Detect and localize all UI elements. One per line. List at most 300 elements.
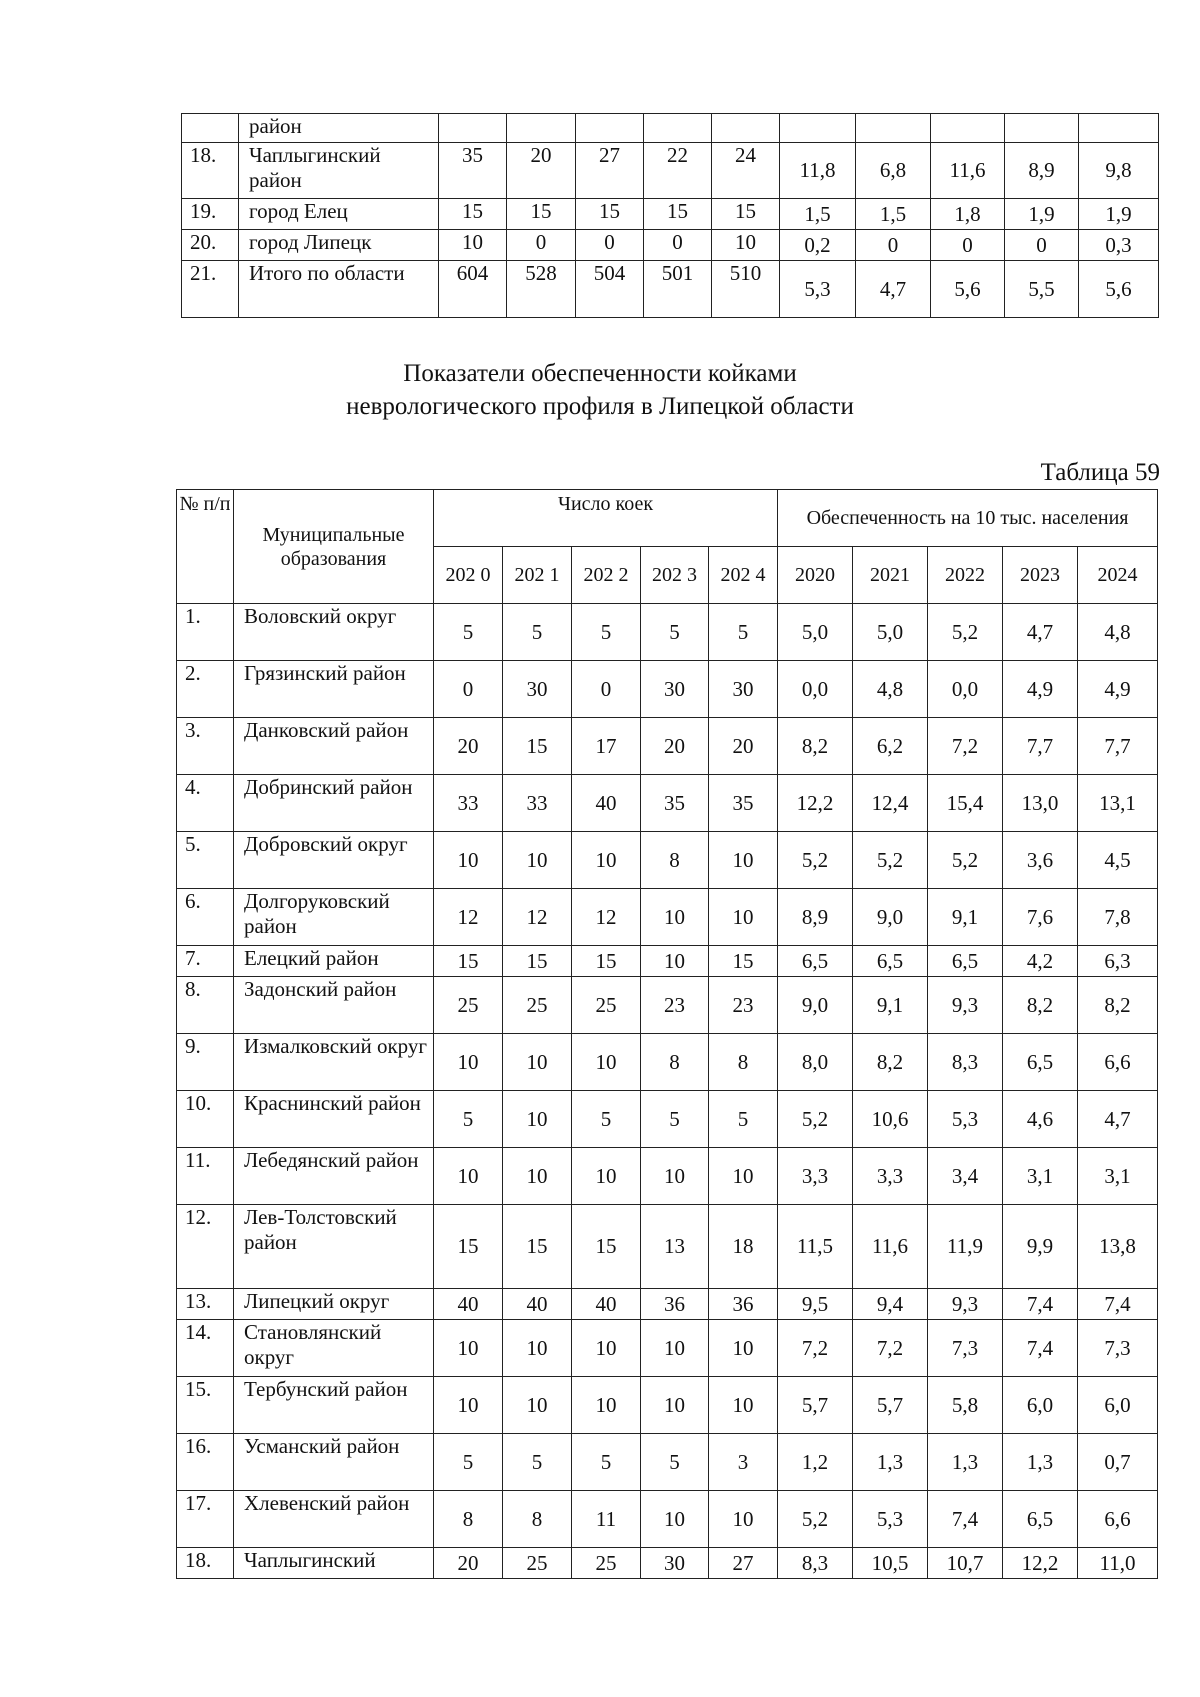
provision-cell: 4,6 xyxy=(1003,1091,1078,1148)
bed-count-cell: 8 xyxy=(709,1034,778,1091)
provision-cell: 11,9 xyxy=(928,1205,1003,1289)
bed-count-cell: 5 xyxy=(434,604,503,661)
bed-count-cell: 8 xyxy=(503,1491,572,1548)
provision-cell: 5,7 xyxy=(778,1377,853,1434)
row-number: 5. xyxy=(177,832,234,889)
bed-count-cell: 11 xyxy=(572,1491,641,1548)
table-row xyxy=(177,661,1158,718)
bed-count-cell: 10 xyxy=(434,1148,503,1205)
row-number: 18. xyxy=(182,143,239,199)
value-cell: 22 xyxy=(644,143,712,199)
provision-cell: 7,7 xyxy=(1003,718,1078,775)
provision-cell: 4,9 xyxy=(1078,661,1158,718)
provision-cell: 15,4 xyxy=(928,775,1003,832)
municipality-name: Тербунский район xyxy=(234,1377,434,1434)
bed-count-cell: 40 xyxy=(572,1289,641,1320)
row-number: 15. xyxy=(177,1377,234,1434)
provision-cell: 12,2 xyxy=(1003,1548,1078,1579)
continuation-row xyxy=(182,261,1159,318)
bed-count-cell: 10 xyxy=(572,1148,641,1205)
value-cell xyxy=(644,114,712,143)
provision-cell: 0,0 xyxy=(778,661,853,718)
provision-cell: 5,0 xyxy=(853,604,928,661)
continuation-row xyxy=(182,114,1159,143)
value-cell: 10 xyxy=(439,230,507,261)
bed-count-cell: 10 xyxy=(709,1320,778,1377)
bed-count-cell: 10 xyxy=(709,1377,778,1434)
provision-cell: 6,6 xyxy=(1078,1034,1158,1091)
provision-cell: 8,2 xyxy=(1003,977,1078,1034)
provision-cell: 5,8 xyxy=(928,1377,1003,1434)
row-number: 13. xyxy=(177,1289,234,1320)
provision-cell: 8,0 xyxy=(778,1034,853,1091)
value-cell: 15 xyxy=(576,199,644,230)
table-body xyxy=(177,604,1158,1579)
provision-cell: 1,3 xyxy=(928,1434,1003,1491)
value-cell xyxy=(439,114,507,143)
bed-count-cell: 10 xyxy=(572,1320,641,1377)
value-cell: 0,3 xyxy=(1079,230,1159,261)
bed-count-cell: 8 xyxy=(434,1491,503,1548)
provision-cell: 10,7 xyxy=(928,1548,1003,1579)
municipality-name: Данковский район xyxy=(234,718,434,775)
row-number: 19. xyxy=(182,199,239,230)
bed-count-cell: 30 xyxy=(503,661,572,718)
bed-count-cell: 35 xyxy=(641,775,709,832)
provision-cell: 7,3 xyxy=(928,1320,1003,1377)
provision-cell: 8,9 xyxy=(778,889,853,946)
bed-count-cell: 30 xyxy=(641,661,709,718)
bed-count-cell: 10 xyxy=(572,832,641,889)
row-number: 7. xyxy=(177,946,234,977)
value-cell: 0 xyxy=(1005,230,1079,261)
row-number: 1. xyxy=(177,604,234,661)
header-provision: Обеспеченность на 10 тыс. населения xyxy=(778,490,1158,547)
provision-cell: 8,3 xyxy=(928,1034,1003,1091)
bed-count-cell: 20 xyxy=(709,718,778,775)
bed-count-cell: 10 xyxy=(503,1148,572,1205)
provision-cell: 3,1 xyxy=(1003,1148,1078,1205)
section-title-line-1: Показатели обеспеченности койками xyxy=(403,360,797,387)
bed-count-cell: 25 xyxy=(572,977,641,1034)
value-cell: 27 xyxy=(576,143,644,199)
bed-count-cell: 15 xyxy=(503,946,572,977)
header-year-beds: 202 1 xyxy=(503,547,572,604)
provision-cell: 5,2 xyxy=(778,1091,853,1148)
provision-cell: 9,4 xyxy=(853,1289,928,1320)
provision-cell: 13,8 xyxy=(1078,1205,1158,1289)
table-row xyxy=(177,1491,1158,1548)
provision-cell: 7,6 xyxy=(1003,889,1078,946)
municipality-name: Воловский округ xyxy=(234,604,434,661)
bed-count-cell: 10 xyxy=(641,1491,709,1548)
value-cell xyxy=(780,114,856,143)
header-year-beds: 202 0 xyxy=(434,547,503,604)
bed-count-cell: 15 xyxy=(434,1205,503,1289)
bed-count-cell: 10 xyxy=(641,1320,709,1377)
provision-cell: 7,8 xyxy=(1078,889,1158,946)
value-cell: 11,6 xyxy=(931,143,1005,199)
municipality-name: Измалковский округ xyxy=(234,1034,434,1091)
continuation-table-body xyxy=(182,114,1159,318)
provision-cell: 5,2 xyxy=(928,832,1003,889)
value-cell xyxy=(507,114,576,143)
municipality-name: Краснинский район xyxy=(234,1091,434,1148)
table-row xyxy=(177,889,1158,946)
provision-cell: 8,3 xyxy=(778,1548,853,1579)
table-row xyxy=(177,946,1158,977)
row-number: 3. xyxy=(177,718,234,775)
value-cell: 6,8 xyxy=(856,143,931,199)
table-row xyxy=(177,832,1158,889)
provision-cell: 12,4 xyxy=(853,775,928,832)
bed-count-cell: 10 xyxy=(709,889,778,946)
header-year-beds: 202 2 xyxy=(572,547,641,604)
provision-cell: 3,4 xyxy=(928,1148,1003,1205)
continuation-table xyxy=(181,113,1159,318)
continuation-row xyxy=(182,230,1159,261)
bed-count-cell: 30 xyxy=(641,1548,709,1579)
bed-count-cell: 10 xyxy=(709,1148,778,1205)
municipality-name: город Липецк xyxy=(239,230,439,261)
provision-cell: 9,3 xyxy=(928,1289,1003,1320)
provision-cell: 6,3 xyxy=(1078,946,1158,977)
row-number: 9. xyxy=(177,1034,234,1091)
bed-count-cell: 10 xyxy=(434,1320,503,1377)
provision-cell: 6,5 xyxy=(928,946,1003,977)
provision-cell: 1,2 xyxy=(778,1434,853,1491)
bed-count-cell: 36 xyxy=(641,1289,709,1320)
bed-count-cell: 18 xyxy=(709,1205,778,1289)
bed-count-cell: 35 xyxy=(709,775,778,832)
provision-cell: 0,7 xyxy=(1078,1434,1158,1491)
municipality-name: Чаплыгинский район xyxy=(239,143,439,199)
table-row xyxy=(177,1434,1158,1491)
row-number: 16. xyxy=(177,1434,234,1491)
municipality-name: Добринский район xyxy=(234,775,434,832)
bed-count-cell: 5 xyxy=(572,1434,641,1491)
bed-count-cell: 10 xyxy=(572,1377,641,1434)
provision-cell: 9,1 xyxy=(928,889,1003,946)
municipality-name: Становлянский округ xyxy=(234,1320,434,1377)
table-row xyxy=(177,1320,1158,1377)
bed-count-cell: 33 xyxy=(434,775,503,832)
provision-cell: 7,7 xyxy=(1078,718,1158,775)
row-number: 20. xyxy=(182,230,239,261)
value-cell xyxy=(931,114,1005,143)
provision-cell: 4,8 xyxy=(1078,604,1158,661)
row-number: 6. xyxy=(177,889,234,946)
provision-cell: 5,2 xyxy=(778,832,853,889)
bed-count-cell: 13 xyxy=(641,1205,709,1289)
provision-cell: 6,0 xyxy=(1078,1377,1158,1434)
provision-cell: 4,7 xyxy=(1003,604,1078,661)
bed-count-cell: 10 xyxy=(641,1148,709,1205)
provision-cell: 3,3 xyxy=(778,1148,853,1205)
municipality-name: Грязинский район xyxy=(234,661,434,718)
provision-cell: 9,9 xyxy=(1003,1205,1078,1289)
value-cell: 20 xyxy=(507,143,576,199)
value-cell: 35 xyxy=(439,143,507,199)
value-cell: 604 xyxy=(439,261,507,318)
bed-count-cell: 10 xyxy=(709,832,778,889)
municipality-name: Елецкий район xyxy=(234,946,434,977)
value-cell: 5,3 xyxy=(780,261,856,318)
bed-count-cell: 15 xyxy=(572,1205,641,1289)
bed-count-cell: 25 xyxy=(503,1548,572,1579)
bed-count-cell: 10 xyxy=(641,889,709,946)
provision-cell: 6,6 xyxy=(1078,1491,1158,1548)
municipality-name: Усманский район xyxy=(234,1434,434,1491)
provision-cell: 10,6 xyxy=(853,1091,928,1148)
provision-cell: 7,4 xyxy=(1003,1289,1078,1320)
row-number: 21. xyxy=(182,261,239,318)
table-header xyxy=(177,490,1158,604)
provision-cell: 5,0 xyxy=(778,604,853,661)
bed-count-cell: 5 xyxy=(503,1434,572,1491)
bed-count-cell: 40 xyxy=(572,775,641,832)
header-year-provision: 2024 xyxy=(1078,547,1158,604)
header-year-provision: 2020 xyxy=(778,547,853,604)
provision-cell: 7,4 xyxy=(1003,1320,1078,1377)
row-number xyxy=(182,114,239,143)
header-year-beds: 202 3 xyxy=(641,547,709,604)
provision-cell: 1,3 xyxy=(853,1434,928,1491)
header-year-provision: 2021 xyxy=(853,547,928,604)
bed-count-cell: 8 xyxy=(641,832,709,889)
provision-cell: 11,5 xyxy=(778,1205,853,1289)
provision-cell: 7,4 xyxy=(928,1491,1003,1548)
provision-cell: 9,3 xyxy=(928,977,1003,1034)
bed-count-cell: 12 xyxy=(503,889,572,946)
municipality-name: район xyxy=(239,114,439,143)
value-cell: 15 xyxy=(644,199,712,230)
provision-cell: 5,7 xyxy=(853,1377,928,1434)
section-title-line-2: неврологического профиля в Липецкой области xyxy=(346,393,854,420)
bed-count-cell: 10 xyxy=(503,832,572,889)
municipality-name: город Елец xyxy=(239,199,439,230)
bed-count-cell: 17 xyxy=(572,718,641,775)
table-row xyxy=(177,775,1158,832)
bed-count-cell: 5 xyxy=(572,1091,641,1148)
value-cell: 1,5 xyxy=(856,199,931,230)
bed-count-cell: 15 xyxy=(572,946,641,977)
bed-count-cell: 5 xyxy=(641,604,709,661)
bed-count-cell: 10 xyxy=(641,1377,709,1434)
bed-count-cell: 10 xyxy=(641,946,709,977)
bed-count-cell: 23 xyxy=(709,977,778,1034)
provision-cell: 11,6 xyxy=(853,1205,928,1289)
bed-count-cell: 25 xyxy=(434,977,503,1034)
continuation-row xyxy=(182,143,1159,199)
bed-count-cell: 15 xyxy=(503,1205,572,1289)
bed-count-cell: 5 xyxy=(641,1091,709,1148)
provision-cell: 0,0 xyxy=(928,661,1003,718)
bed-count-cell: 20 xyxy=(434,1548,503,1579)
provision-cell: 9,1 xyxy=(853,977,928,1034)
row-number: 17. xyxy=(177,1491,234,1548)
provision-cell: 9,0 xyxy=(853,889,928,946)
municipality-name: Лев-Толстовский район xyxy=(234,1205,434,1289)
value-cell: 1,5 xyxy=(780,199,856,230)
row-number: 4. xyxy=(177,775,234,832)
bed-count-cell: 10 xyxy=(503,1377,572,1434)
value-cell: 8,9 xyxy=(1005,143,1079,199)
table-row xyxy=(177,604,1158,661)
value-cell: 0 xyxy=(576,230,644,261)
provision-cell: 6,5 xyxy=(1003,1034,1078,1091)
provision-cell: 6,2 xyxy=(853,718,928,775)
municipality-name: Хлевенский район xyxy=(234,1491,434,1548)
provision-cell: 6,5 xyxy=(1003,1491,1078,1548)
bed-count-cell: 30 xyxy=(709,661,778,718)
value-cell xyxy=(1005,114,1079,143)
bed-count-cell: 12 xyxy=(572,889,641,946)
bed-count-cell: 10 xyxy=(503,1034,572,1091)
section-title xyxy=(0,357,1200,423)
value-cell: 24 xyxy=(712,143,780,199)
provision-cell: 5,2 xyxy=(778,1491,853,1548)
provision-cell: 7,2 xyxy=(928,718,1003,775)
table-caption: Таблица 59 xyxy=(1040,459,1160,486)
provision-cell: 6,5 xyxy=(853,946,928,977)
municipality-name: Добровский округ xyxy=(234,832,434,889)
table-row xyxy=(177,1148,1158,1205)
value-cell: 0 xyxy=(856,230,931,261)
municipality-name: Итого по области xyxy=(239,261,439,318)
provision-cell: 7,2 xyxy=(853,1320,928,1377)
provision-cell: 5,3 xyxy=(928,1091,1003,1148)
bed-count-cell: 5 xyxy=(641,1434,709,1491)
bed-count-cell: 20 xyxy=(641,718,709,775)
header-municipality: Муниципальные образования xyxy=(234,490,434,604)
table-row xyxy=(177,1289,1158,1320)
provision-cell: 3,3 xyxy=(853,1148,928,1205)
bed-count-cell: 15 xyxy=(503,718,572,775)
value-cell: 0 xyxy=(507,230,576,261)
header-bed-count: Число коек xyxy=(434,490,778,547)
bed-count-cell: 15 xyxy=(709,946,778,977)
table-row xyxy=(177,718,1158,775)
bed-count-cell: 12 xyxy=(434,889,503,946)
bed-count-cell: 0 xyxy=(572,661,641,718)
provision-cell: 7,2 xyxy=(778,1320,853,1377)
bed-count-cell: 5 xyxy=(572,604,641,661)
bed-count-cell: 33 xyxy=(503,775,572,832)
value-cell xyxy=(856,114,931,143)
bed-count-cell: 5 xyxy=(709,1091,778,1148)
provision-cell: 5,2 xyxy=(853,832,928,889)
value-cell: 504 xyxy=(576,261,644,318)
bed-count-cell: 20 xyxy=(434,718,503,775)
provision-cell: 5,3 xyxy=(853,1491,928,1548)
row-number: 10. xyxy=(177,1091,234,1148)
municipality-name: Задонский район xyxy=(234,977,434,1034)
bed-count-cell: 10 xyxy=(434,832,503,889)
provision-cell: 9,5 xyxy=(778,1289,853,1320)
header-year-provision: 2023 xyxy=(1003,547,1078,604)
bed-count-cell: 10 xyxy=(709,1491,778,1548)
value-cell: 0,2 xyxy=(780,230,856,261)
value-cell: 501 xyxy=(644,261,712,318)
provision-cell: 3,6 xyxy=(1003,832,1078,889)
bed-count-cell: 8 xyxy=(641,1034,709,1091)
value-cell xyxy=(712,114,780,143)
municipality-name: Липецкий округ xyxy=(234,1289,434,1320)
provision-cell: 9,0 xyxy=(778,977,853,1034)
provision-cell: 7,3 xyxy=(1078,1320,1158,1377)
bed-count-cell: 10 xyxy=(572,1034,641,1091)
value-cell: 9,8 xyxy=(1079,143,1159,199)
row-number: 2. xyxy=(177,661,234,718)
provision-cell: 6,0 xyxy=(1003,1377,1078,1434)
value-cell: 15 xyxy=(507,199,576,230)
bed-count-cell: 10 xyxy=(434,1034,503,1091)
table-row xyxy=(177,1205,1158,1289)
row-number: 18. xyxy=(177,1548,234,1579)
value-cell: 15 xyxy=(712,199,780,230)
value-cell: 1,9 xyxy=(1079,199,1159,230)
provision-cell: 8,2 xyxy=(853,1034,928,1091)
bed-count-cell: 5 xyxy=(709,604,778,661)
row-number: 11. xyxy=(177,1148,234,1205)
municipality-name: Лебедянский район xyxy=(234,1148,434,1205)
neurology-beds-table xyxy=(176,489,1158,1579)
value-cell: 528 xyxy=(507,261,576,318)
provision-cell: 11,0 xyxy=(1078,1548,1158,1579)
provision-cell: 4,7 xyxy=(1078,1091,1158,1148)
value-cell: 1,9 xyxy=(1005,199,1079,230)
header-num: № п/п xyxy=(177,490,234,604)
table-row xyxy=(177,977,1158,1034)
value-cell: 0 xyxy=(931,230,1005,261)
provision-cell: 4,9 xyxy=(1003,661,1078,718)
provision-cell: 7,4 xyxy=(1078,1289,1158,1320)
bed-count-cell: 23 xyxy=(641,977,709,1034)
provision-cell: 8,2 xyxy=(778,718,853,775)
value-cell: 1,8 xyxy=(931,199,1005,230)
value-cell: 510 xyxy=(712,261,780,318)
provision-cell: 4,8 xyxy=(853,661,928,718)
bed-count-cell: 5 xyxy=(503,604,572,661)
bed-count-cell: 15 xyxy=(434,946,503,977)
value-cell: 5,6 xyxy=(1079,261,1159,318)
value-cell: 11,8 xyxy=(780,143,856,199)
bed-count-cell: 40 xyxy=(434,1289,503,1320)
bed-count-cell: 10 xyxy=(434,1377,503,1434)
provision-cell: 3,1 xyxy=(1078,1148,1158,1205)
row-number: 12. xyxy=(177,1205,234,1289)
provision-cell: 13,1 xyxy=(1078,775,1158,832)
bed-count-cell: 36 xyxy=(709,1289,778,1320)
bed-count-cell: 5 xyxy=(434,1434,503,1491)
continuation-row xyxy=(182,199,1159,230)
bed-count-cell: 10 xyxy=(503,1320,572,1377)
value-cell: 5,5 xyxy=(1005,261,1079,318)
value-cell xyxy=(576,114,644,143)
bed-count-cell: 3 xyxy=(709,1434,778,1491)
bed-count-cell: 25 xyxy=(503,977,572,1034)
value-cell: 15 xyxy=(439,199,507,230)
row-number: 14. xyxy=(177,1320,234,1377)
municipality-name: Чаплыгинский xyxy=(234,1548,434,1579)
value-cell: 10 xyxy=(712,230,780,261)
value-cell: 5,6 xyxy=(931,261,1005,318)
value-cell: 0 xyxy=(644,230,712,261)
bed-count-cell: 5 xyxy=(434,1091,503,1148)
provision-cell: 5,2 xyxy=(928,604,1003,661)
provision-cell: 4,5 xyxy=(1078,832,1158,889)
